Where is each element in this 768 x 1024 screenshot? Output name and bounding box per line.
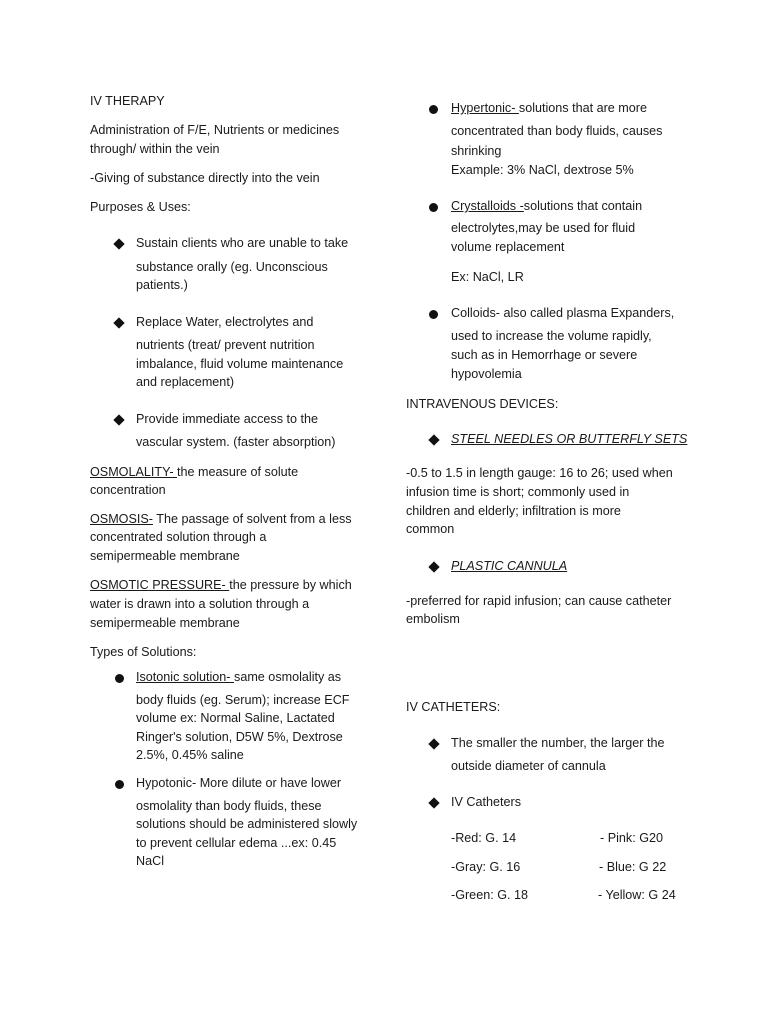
- diamond-bullet-icon: [113, 238, 124, 249]
- doc-title: IV THERAPY: [90, 94, 165, 108]
- gauge-pink: - Pink: G20: [600, 831, 663, 845]
- crystalloids-line-1: Crystalloids -solutions that contain: [451, 199, 643, 213]
- admin-line-1: Administration of F/E, Nutrients or medicines: [90, 123, 340, 137]
- hypertonic-term: Hypertonic-: [451, 101, 519, 115]
- osmosis-line-1: OSMOSIS- The passage of solvent from a less: [90, 512, 352, 526]
- purposes-heading: Purposes & Uses:: [90, 200, 191, 214]
- diamond-bullet-icon: [428, 434, 439, 445]
- diamond-bullet-icon: [113, 317, 124, 328]
- hypertonic-line-3: shrinking: [451, 144, 502, 158]
- dot-bullet-icon: [429, 203, 438, 212]
- purpose-3-line-2: vascular system. (faster absorption): [136, 435, 336, 449]
- types-heading: Types of Solutions:: [90, 645, 197, 659]
- diamond-bullet-icon: [428, 797, 439, 808]
- plastic-desc-line-1: -preferred for rapid infusion; can cause catheter: [406, 594, 672, 608]
- diamond-bullet-icon: [113, 414, 124, 425]
- osmotic-term: OSMOTIC PRESSURE-: [90, 578, 230, 592]
- dot-bullet-icon: [115, 674, 124, 683]
- purpose-1-line-2: substance orally (eg. Unconscious: [136, 260, 328, 274]
- plastic-cannula-heading: PLASTIC CANNULA: [451, 559, 568, 573]
- osmotic-line-1: OSMOTIC PRESSURE- the pressure by which: [90, 578, 352, 592]
- steel-desc-line-4: common: [406, 522, 455, 536]
- purpose-2-line-4: and replacement): [136, 375, 235, 389]
- hypertonic-line-4: Example: 3% NaCl, dextrose 5%: [451, 163, 634, 177]
- osmotic-line-2: water is drawn into a solution through a: [90, 597, 310, 611]
- dot-bullet-icon: [115, 780, 124, 789]
- hypotonic-line-5: NaCl: [136, 854, 164, 868]
- osmosis-line-3: semipermeable membrane: [90, 549, 240, 563]
- isotonic-line-4: Ringer's solution, D5W 5%, Dextrose: [136, 730, 343, 744]
- purpose-2-line-3: imbalance, fluid volume maintenance: [136, 357, 344, 371]
- isotonic-term: Isotonic solution-: [136, 670, 235, 684]
- steel-desc-line-2: infusion time is short; commonly used in: [406, 485, 630, 499]
- colloids-line-3: such as in Hemorrhage or severe: [451, 348, 638, 362]
- hypotonic-line-3: solutions should be administered slowly: [136, 817, 358, 831]
- purpose-2-line-2: nutrients (treat/ prevent nutrition: [136, 338, 315, 352]
- admin-line-2: through/ within the vein: [90, 142, 220, 156]
- crystalloids-line-2: electrolytes,may be used for fluid: [451, 221, 636, 235]
- purpose-2-line-1: Replace Water, electrolytes and: [136, 315, 314, 329]
- isotonic-line-3: volume ex: Normal Saline, Lactated: [136, 711, 335, 725]
- hypotonic-line-2: osmolality than body fluids, these: [136, 799, 322, 813]
- smaller-line-2: outside diameter of cannula: [451, 759, 606, 773]
- gauge-gray: -Gray: G. 16: [451, 860, 521, 874]
- osmotic-line-3: semipermeable membrane: [90, 616, 240, 630]
- osmosis-line-2: concentrated solution through a: [90, 530, 267, 544]
- dot-bullet-icon: [429, 105, 438, 114]
- crystalloids-line-3: volume replacement: [451, 240, 565, 254]
- devices-heading: INTRAVENOUS DEVICES:: [406, 397, 559, 411]
- gauge-yellow: - Yellow: G 24: [598, 888, 676, 902]
- gauge-green: -Green: G. 18: [451, 888, 528, 902]
- steel-desc-line-1: -0.5 to 1.5 in length gauge: 16 to 26; used when: [406, 466, 673, 480]
- smaller-line-1: The smaller the number, the larger the: [451, 736, 665, 750]
- isotonic-line-1: Isotonic solution- same osmolality as: [136, 670, 342, 684]
- crystalloids-line-4: Ex: NaCl, LR: [451, 270, 524, 284]
- dot-bullet-icon: [429, 310, 438, 319]
- catheters-heading: IV CATHETERS:: [406, 700, 501, 714]
- purpose-3-line-1: Provide immediate access to the: [136, 412, 318, 426]
- isotonic-line-5: 2.5%, 0.45% saline: [136, 748, 244, 762]
- plastic-desc-line-2: embolism: [406, 612, 460, 626]
- gauge-red: -Red: G. 14: [451, 831, 517, 845]
- gauge-blue: - Blue: G 22: [599, 860, 667, 874]
- purpose-1-line-1: Sustain clients who are unable to take: [136, 236, 349, 250]
- steel-desc-line-3: children and elderly; infiltration is more: [406, 504, 621, 518]
- colloids-line-4: hypovolemia: [451, 367, 522, 381]
- steel-needles-heading: STEEL NEEDLES OR BUTTERFLY SETS: [451, 432, 688, 446]
- diamond-bullet-icon: [428, 738, 439, 749]
- osmolality-line-2: concentration: [90, 483, 166, 497]
- osmosis-term: OSMOSIS-: [90, 512, 153, 526]
- colloids-line-1: Colloids- also called plasma Expanders,: [451, 306, 675, 320]
- osmolality-line-1: OSMOLALITY- the measure of solute: [90, 465, 299, 479]
- colloids-line-2: used to increase the volume rapidly,: [451, 329, 652, 343]
- hypertonic-line-1: Hypertonic- solutions that are more: [451, 101, 647, 115]
- diamond-bullet-icon: [428, 561, 439, 572]
- osmolality-term: OSMOLALITY-: [90, 465, 178, 479]
- giving-line: -Giving of substance directly into the vein: [90, 171, 320, 185]
- hypotonic-line-4: to prevent cellular edema ...ex: 0.45: [136, 836, 337, 850]
- isotonic-line-2: body fluids (eg. Serum); increase ECF: [136, 693, 350, 707]
- iv-catheters-label: IV Catheters: [451, 795, 521, 809]
- purpose-1-line-3: patients.): [136, 278, 188, 292]
- hypotonic-line-1: Hypotonic- More dilute or have lower: [136, 776, 342, 790]
- hypertonic-line-2: concentrated than body fluids, causes: [451, 124, 663, 138]
- crystalloids-term: Crystalloids -: [451, 199, 524, 213]
